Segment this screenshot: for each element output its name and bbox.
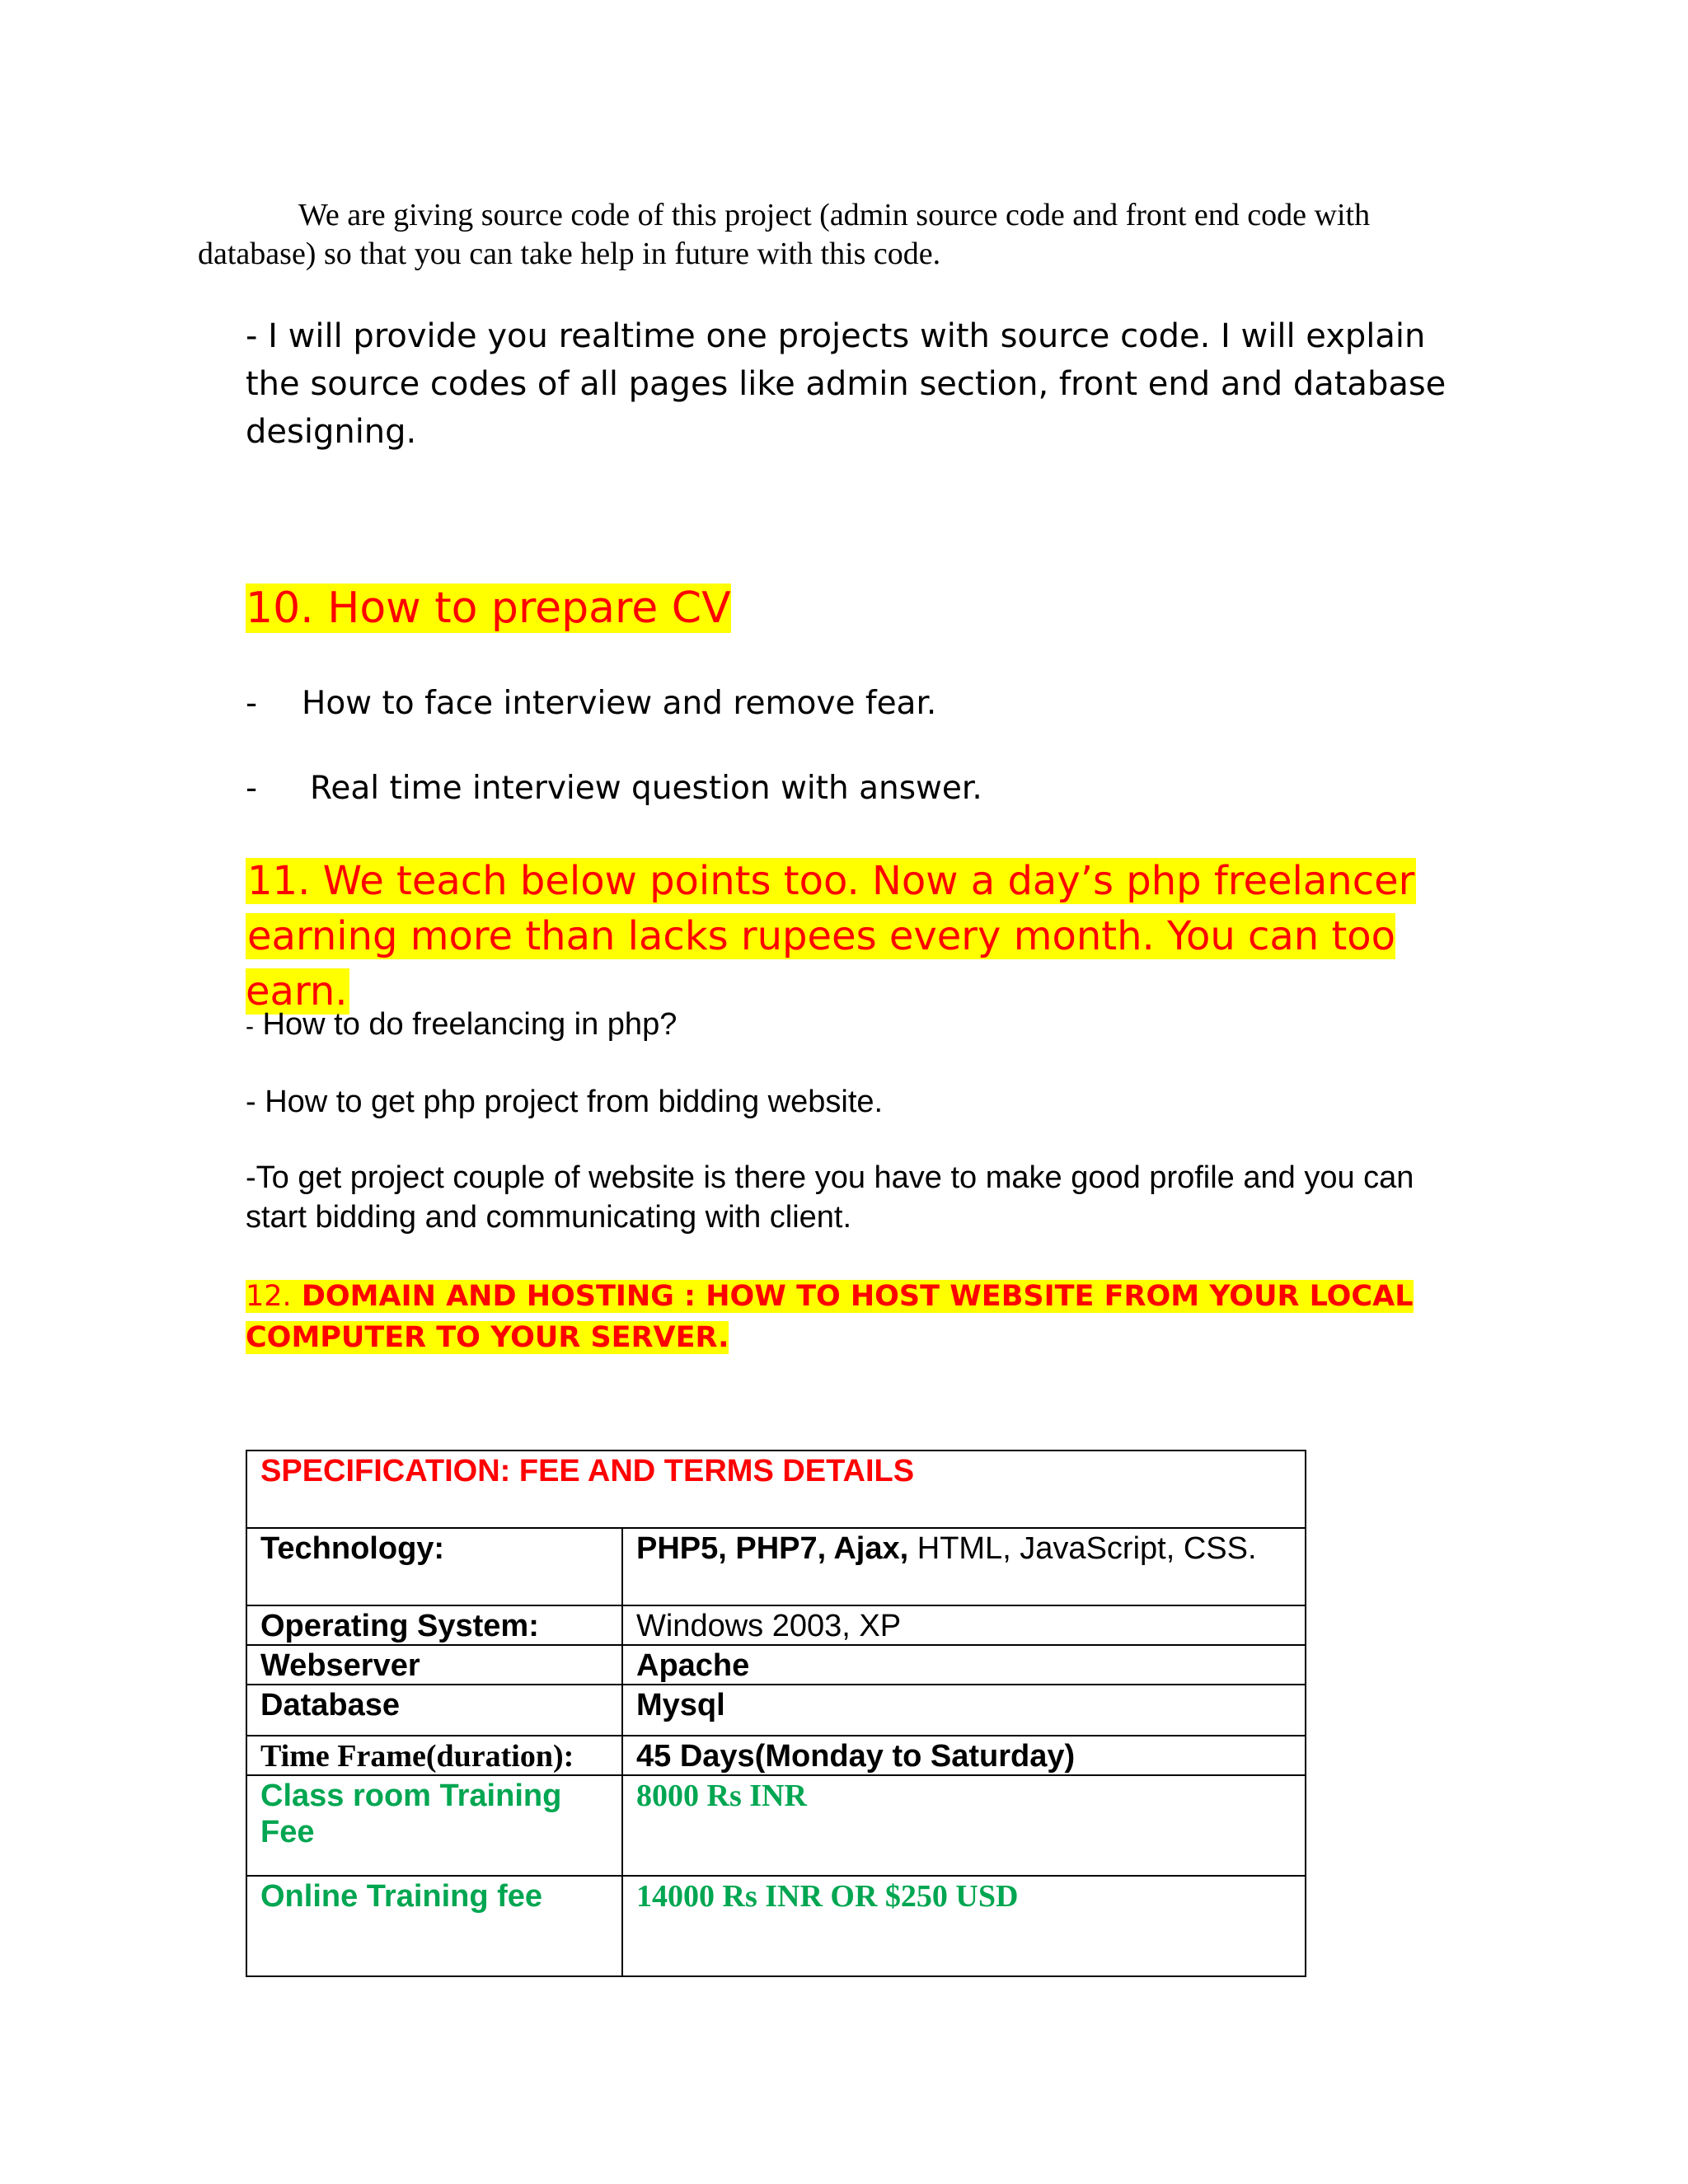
online-fee-value: 14000 Rs INR OR $250 USD bbox=[622, 1876, 1306, 1976]
source-code-paragraph: - I will provide you realtime one projects with source code. I will explain the source codes of all pages like admin section, front end and database designing. bbox=[246, 317, 1447, 451]
table-row bbox=[246, 1775, 1306, 1876]
freelancing-item bbox=[246, 1005, 677, 1047]
section-10-heading bbox=[246, 577, 731, 640]
os-label: Operating System: bbox=[246, 1605, 622, 1645]
item-text: How to get php project from bidding website. bbox=[256, 1085, 884, 1119]
technology-value-bold: PHP5, PHP7, Ajax, bbox=[636, 1531, 909, 1566]
bullet-dash: - bbox=[246, 685, 258, 722]
table-row bbox=[246, 1528, 1306, 1605]
section-11-heading-line-2: earning more than lacks rupees every month. You can too earn. bbox=[246, 913, 1396, 1015]
table-row bbox=[246, 1876, 1306, 1976]
item-text: How to do freelancing in php? bbox=[254, 1007, 678, 1042]
webserver-label: Webserver bbox=[246, 1645, 622, 1685]
os-value: Windows 2003, XP bbox=[622, 1605, 1306, 1645]
section-10-heading-text: 10. How to prepare CV bbox=[246, 583, 731, 633]
section-11-heading bbox=[246, 854, 1449, 1019]
table-row bbox=[246, 1605, 1306, 1645]
time-frame-label: Time Frame(duration): bbox=[246, 1736, 622, 1775]
section-11-heading-line-1: 11. We teach below points too. Now a day’s php freelancer bbox=[247, 858, 1415, 904]
item-text: To get project couple of website is there you have to make good profile and you can start bidding and communicating with client. bbox=[246, 1160, 1414, 1235]
table-row bbox=[246, 1451, 1306, 1528]
table-row bbox=[246, 1736, 1306, 1775]
webserver-value: Apache bbox=[622, 1645, 1306, 1685]
intro-paragraph: We are giving source code of this project (admin source code and front end code with database) so that you can take help in future with this code. bbox=[198, 198, 1371, 271]
database-value: Mysql bbox=[622, 1685, 1306, 1736]
classroom-fee-value: 8000 Rs INR bbox=[622, 1775, 1306, 1876]
database-label: Database bbox=[246, 1685, 622, 1736]
item-dash: - bbox=[246, 1085, 256, 1119]
bullet-text: Real time interview question with answer. bbox=[310, 770, 982, 807]
spec-fee-table bbox=[246, 1450, 1306, 1977]
bullet-dash: - bbox=[246, 770, 258, 807]
bullet-text: How to face interview and remove fear. bbox=[302, 685, 937, 722]
section-12-title: DOMAIN AND HOSTING : HOW TO HOST WEBSITE FROM YOUR LOCAL COMPUTER TO YOUR SERVER. bbox=[246, 1280, 1414, 1354]
freelancing-item bbox=[246, 1158, 1449, 1237]
technology-label: Technology: bbox=[246, 1528, 622, 1605]
classroom-fee-label: Class room Training Fee bbox=[246, 1775, 622, 1876]
item-dash: - bbox=[246, 1160, 256, 1195]
freelancing-item bbox=[246, 1082, 883, 1122]
section-12-heading bbox=[246, 1276, 1449, 1358]
technology-value-rest: HTML, JavaScript, CSS. bbox=[908, 1531, 1257, 1566]
item-dash: - bbox=[246, 1013, 254, 1040]
time-frame-value: 45 Days(Monday to Saturday) bbox=[622, 1736, 1306, 1775]
technology-value bbox=[622, 1528, 1306, 1605]
table-row bbox=[246, 1645, 1306, 1685]
table-row bbox=[246, 1685, 1306, 1736]
section-12-number: 12. bbox=[246, 1280, 292, 1313]
online-fee-label: Online Training fee bbox=[246, 1876, 622, 1976]
table-title: SPECIFICATION: FEE AND TERMS DETAILS bbox=[246, 1451, 1306, 1528]
